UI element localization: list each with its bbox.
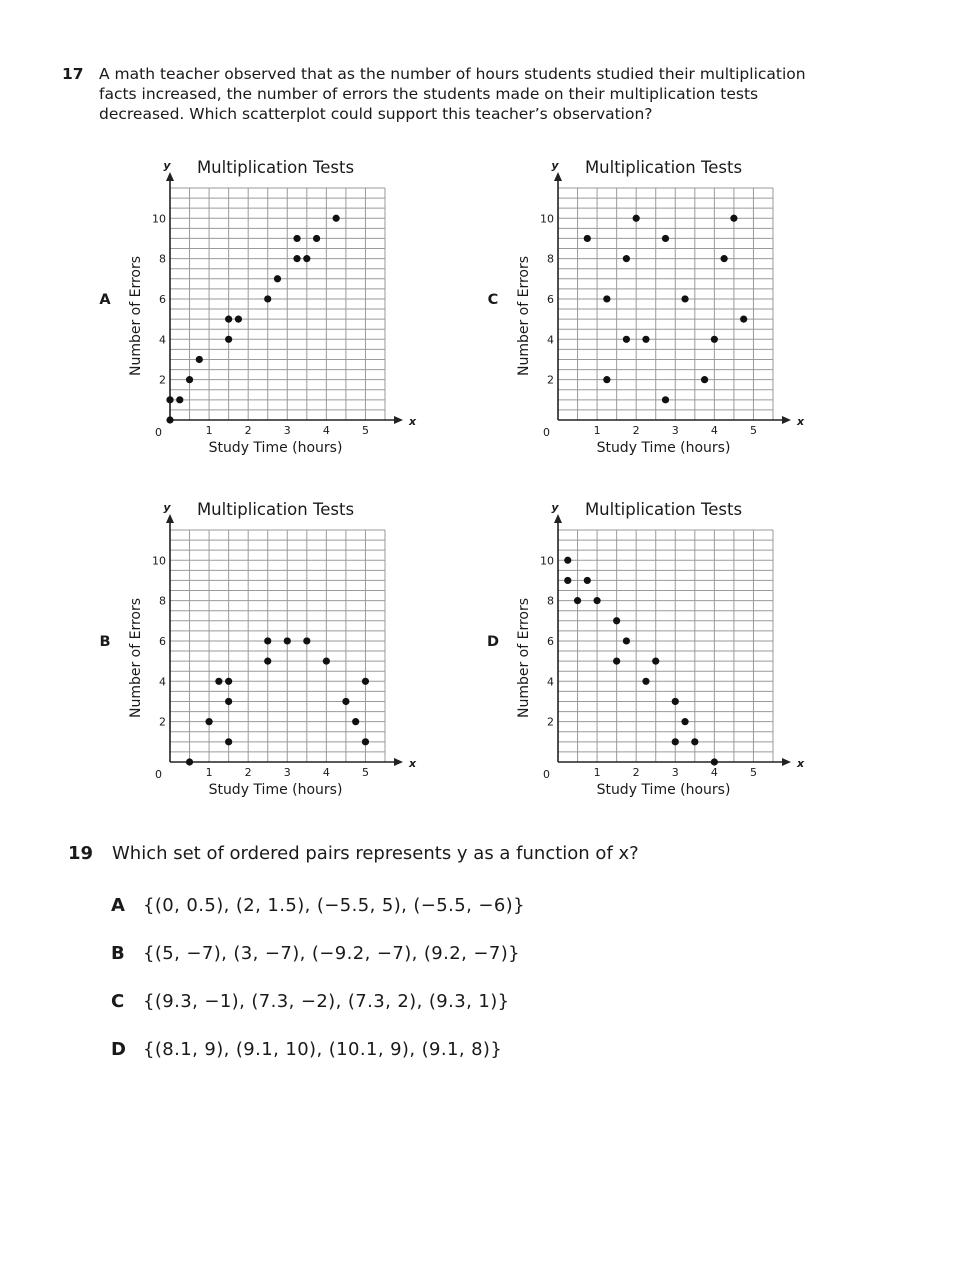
data-point	[264, 295, 271, 302]
data-point	[564, 557, 571, 564]
data-point	[303, 255, 310, 262]
option-set: {(0, 0.5), (2, 1.5), (−5.5, 5), (−5.5, −6)}	[143, 895, 525, 916]
x-tick-label: 5	[361, 766, 369, 779]
x-axis-letter: x	[409, 415, 417, 428]
scatterplot-option-b[interactable]	[95, 492, 417, 802]
x-tick-label: 5	[361, 424, 369, 437]
option-letter: D	[111, 1039, 126, 1060]
origin-label: 0	[155, 768, 162, 781]
y-tick-label: 4	[159, 675, 166, 689]
y-axis-letter: y	[551, 501, 559, 514]
data-point	[672, 698, 679, 705]
y-tick-label: 2	[547, 373, 554, 387]
y-tick-label: 8	[159, 252, 166, 266]
question-text	[99, 64, 819, 124]
scatterplot-svg	[95, 492, 417, 802]
x-tick-label: 4	[322, 424, 330, 437]
answer-option-c[interactable]	[111, 991, 509, 1012]
data-point	[196, 356, 203, 363]
question-line: A math teacher observed that as the number of hours students studied their multiplication	[99, 65, 806, 83]
x-tick-label: 2	[632, 424, 640, 437]
x-axis-title: Study Time (hours)	[596, 440, 731, 456]
x-axis-title: Study Time (hours)	[208, 440, 343, 456]
y-axis-title: Number of Errors	[516, 255, 532, 377]
data-point	[293, 255, 300, 262]
y-axis-title: Number of Errors	[516, 597, 532, 719]
answer-option-a[interactable]	[111, 895, 525, 916]
scatterplot-option-a[interactable]	[95, 150, 417, 460]
question-text	[112, 843, 639, 864]
x-tick-label: 3	[671, 424, 679, 437]
data-point	[623, 255, 630, 262]
data-point	[225, 316, 232, 323]
option-set: {(9.3, −1), (7.3, −2), (7.3, 2), (9.3, 1)}	[143, 991, 510, 1012]
y-tick-label: 8	[159, 594, 166, 608]
y-tick-label: 4	[547, 675, 554, 689]
data-point	[352, 718, 359, 725]
x-axis-arrow	[782, 416, 791, 424]
option-letter: A	[111, 895, 125, 916]
data-point	[711, 336, 718, 343]
data-point	[652, 658, 659, 665]
x-tick-label: 4	[322, 766, 330, 779]
data-point	[662, 396, 669, 403]
answer-option-b[interactable]	[111, 943, 520, 964]
data-point	[740, 316, 747, 323]
data-point	[593, 597, 600, 604]
y-tick-label: 2	[159, 715, 166, 729]
scatterplot-option-c[interactable]	[483, 150, 805, 460]
chart-title: Multiplication Tests	[196, 158, 355, 177]
x-tick-label: 1	[593, 766, 601, 779]
y-tick-label: 6	[547, 634, 554, 648]
data-point	[362, 678, 369, 685]
data-point	[205, 718, 212, 725]
data-point	[215, 678, 222, 685]
y-axis-letter: y	[551, 159, 559, 172]
y-tick-label: 10	[540, 212, 554, 226]
data-point	[603, 295, 610, 302]
grid-lines	[170, 530, 385, 762]
data-point	[225, 336, 232, 343]
x-tick-label: 1	[205, 766, 213, 779]
x-axis-letter: x	[409, 757, 417, 770]
data-point	[176, 396, 183, 403]
grid-lines	[558, 188, 773, 420]
prompt-text: Which set of ordered pairs represents y as a function of x?	[112, 843, 639, 864]
data-point	[662, 235, 669, 242]
data-point	[613, 658, 620, 665]
question-line: facts increased, the number of errors the students made on their multiplication tests	[99, 85, 759, 103]
data-point	[711, 758, 718, 765]
option-letter: A	[99, 291, 111, 308]
data-point	[323, 658, 330, 665]
x-tick-label: 5	[749, 766, 757, 779]
y-axis-title: Number of Errors	[128, 255, 144, 377]
data-point	[225, 738, 232, 745]
data-point	[613, 617, 620, 624]
data-point	[362, 738, 369, 745]
x-tick-label: 3	[283, 766, 291, 779]
data-point	[186, 758, 193, 765]
data-point	[574, 597, 581, 604]
x-axis-title: Study Time (hours)	[208, 782, 343, 798]
data-point	[225, 698, 232, 705]
y-tick-label: 6	[547, 292, 554, 306]
option-set: {(8.1, 9), (9.1, 10), (10.1, 9), (9.1, 8)}	[143, 1039, 503, 1060]
y-tick-label: 6	[159, 634, 166, 648]
x-axis-title: Study Time (hours)	[596, 782, 731, 798]
data-point	[235, 316, 242, 323]
x-tick-label: 2	[244, 766, 252, 779]
scatterplot-option-d[interactable]	[483, 492, 805, 802]
data-point	[313, 235, 320, 242]
x-tick-label: 2	[632, 766, 640, 779]
data-point	[584, 577, 591, 584]
scatterplot-svg	[483, 492, 805, 802]
y-tick-label: 4	[159, 333, 166, 347]
data-point	[721, 255, 728, 262]
data-point	[333, 215, 340, 222]
grid-lines	[170, 188, 385, 420]
data-point	[603, 376, 610, 383]
x-tick-label: 3	[283, 424, 291, 437]
data-point	[264, 658, 271, 665]
y-tick-label: 2	[159, 373, 166, 387]
y-axis-arrow	[554, 172, 562, 181]
data-point	[584, 235, 591, 242]
y-tick-label: 10	[540, 554, 554, 568]
chart-title: Multiplication Tests	[196, 500, 355, 519]
data-point	[284, 637, 291, 644]
question-line: decreased. Which scatterplot could support this teacher’s observation?	[99, 105, 653, 123]
y-axis-title: Number of Errors	[128, 597, 144, 719]
option-letter: B	[99, 633, 111, 650]
x-tick-label: 4	[710, 766, 718, 779]
data-point	[303, 637, 310, 644]
y-tick-label: 4	[547, 333, 554, 347]
question-number: 19	[68, 843, 94, 864]
x-tick-label: 5	[749, 424, 757, 437]
y-axis-letter: y	[163, 159, 171, 172]
y-tick-label: 2	[547, 715, 554, 729]
data-point	[564, 577, 571, 584]
data-point	[672, 738, 679, 745]
data-point	[681, 295, 688, 302]
data-point	[274, 275, 281, 282]
data-point	[691, 738, 698, 745]
x-axis-arrow	[782, 758, 791, 766]
data-point	[681, 718, 688, 725]
data-point	[642, 336, 649, 343]
x-axis-arrow	[394, 416, 403, 424]
y-axis-letter: y	[163, 501, 171, 514]
x-tick-label: 1	[593, 424, 601, 437]
data-point	[623, 637, 630, 644]
data-point	[293, 235, 300, 242]
answer-option-d[interactable]	[111, 1039, 502, 1060]
data-point	[623, 336, 630, 343]
chart-title: Multiplication Tests	[584, 158, 743, 177]
x-tick-label: 1	[205, 424, 213, 437]
data-point	[166, 416, 173, 423]
x-tick-label: 2	[244, 424, 252, 437]
option-letter: C	[111, 991, 125, 1012]
y-tick-label: 6	[159, 292, 166, 306]
data-point	[730, 215, 737, 222]
x-axis-letter: x	[797, 757, 805, 770]
scatterplot-svg	[95, 150, 417, 460]
origin-label: 0	[543, 426, 550, 439]
x-tick-label: 3	[671, 766, 679, 779]
x-tick-label: 4	[710, 424, 718, 437]
question-number: 17	[62, 65, 84, 83]
option-letter: D	[486, 633, 500, 650]
y-axis-arrow	[554, 514, 562, 523]
y-tick-label: 10	[152, 212, 166, 226]
grid-lines	[558, 530, 773, 762]
y-tick-label: 8	[547, 252, 554, 266]
y-tick-label: 10	[152, 554, 166, 568]
x-axis-arrow	[394, 758, 403, 766]
x-axis-letter: x	[797, 415, 805, 428]
origin-label: 0	[543, 768, 550, 781]
data-point	[633, 215, 640, 222]
option-set: {(5, −7), (3, −7), (−9.2, −7), (9.2, −7)}	[143, 943, 520, 964]
data-point	[186, 376, 193, 383]
data-point	[701, 376, 708, 383]
origin-label: 0	[155, 426, 162, 439]
data-point	[225, 678, 232, 685]
chart-title: Multiplication Tests	[584, 500, 743, 519]
option-letter: C	[487, 291, 499, 308]
scatterplot-svg	[483, 150, 805, 460]
y-tick-label: 8	[547, 594, 554, 608]
data-point	[342, 698, 349, 705]
y-axis-arrow	[166, 514, 174, 523]
data-point	[264, 637, 271, 644]
data-point	[642, 678, 649, 685]
y-axis-arrow	[166, 172, 174, 181]
data-point	[166, 396, 173, 403]
option-letter: B	[111, 943, 125, 964]
